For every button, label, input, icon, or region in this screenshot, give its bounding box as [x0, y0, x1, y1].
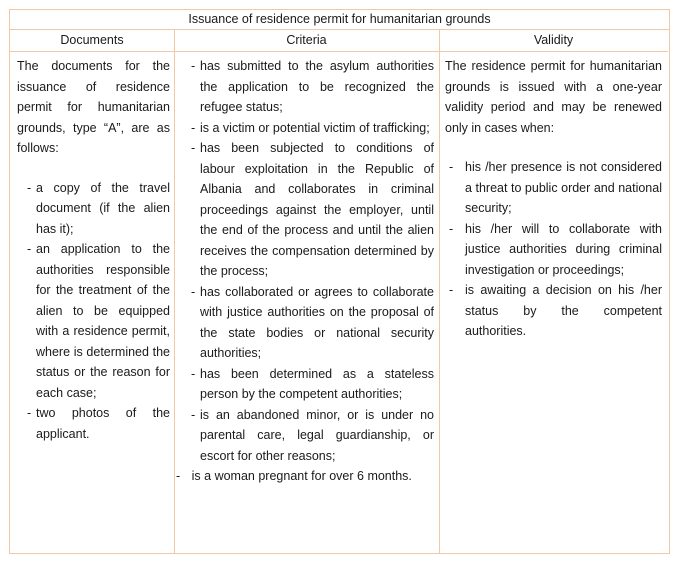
- list-item: - has submitted to the asylum authorities the application to be recognized the refugee status;: [191, 59, 434, 114]
- list-item: - has been subjected to conditions of labour exploitation in the Republic of Albania and collaborates in criminal proceedings against the employer, until the end of the process and until the alien receives the compensation determined by the process;: [191, 141, 434, 278]
- list-item: - is awaiting a decision on his /her status by the competent authorities.: [449, 283, 662, 338]
- header-documents: Documents: [10, 30, 174, 52]
- list-item: - two photos of the applicant.: [27, 406, 170, 441]
- table-title: Issuance of residence permit for humanitarian grounds: [10, 10, 669, 30]
- list-item: - has collaborated or agrees to collaborate with justice authorities on the proposal of the state bodies or national security authorities;: [191, 284, 434, 360]
- list-item: - a copy of the travel document (if the alien has it);: [27, 180, 170, 236]
- documents-intro: The documents for the issuance of residence permit for humanitarian grounds, type “A”, are as follows:: [17, 59, 170, 155]
- list-item-last: - is a woman pregnant for over 6 months.: [176, 469, 412, 483]
- header-criteria: Criteria: [174, 30, 439, 52]
- validity-intro: The residence permit for humanitarian grounds is issued with a one-year validity period and may be renewed only in cases when:: [445, 59, 662, 135]
- header-validity: Validity: [439, 30, 668, 52]
- list-item: - is an abandoned minor, or is under no parental care, legal guardianship, or escort for other reasons;: [191, 407, 434, 463]
- criteria-cell: [174, 52, 439, 553]
- list-item: - his /her will to collaborate with justice authorities during criminal investigation or proceedings;: [449, 221, 662, 277]
- validity-cell: [439, 52, 668, 553]
- list-item: - his /her presence is not considered a threat to public order and national security;: [449, 160, 662, 215]
- list-item: - has been determined as a stateless person by the competent authorities;: [191, 366, 434, 401]
- list-item: - an application to the authorities responsible for the treatment of the alien to be equipped with a residence permit, where is determined the status or the reason for each case;: [27, 242, 170, 400]
- documents-cell: [10, 52, 174, 553]
- list-item: - is a victim or potential victim of trafficking;: [191, 120, 430, 135]
- permit-table: [9, 9, 670, 554]
